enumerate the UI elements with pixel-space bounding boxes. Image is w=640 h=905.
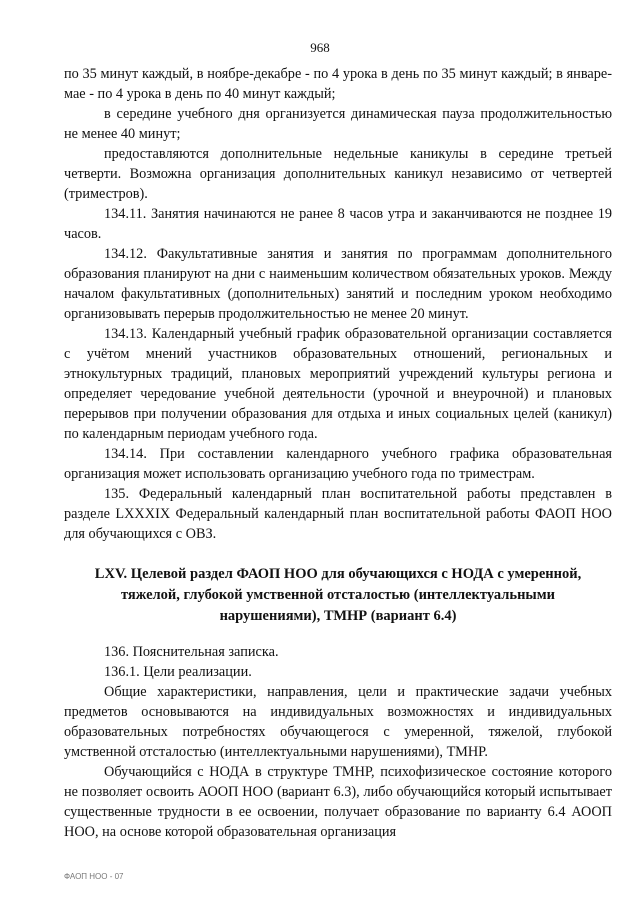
paragraph: 134.11. Занятия начинаются не ранее 8 часов утра и заканчиваются не позднее 19 часов. [64,206,612,242]
paragraph: 134.13. Календарный учебный график образовательной организации составляется с учётом мнений участников образовательных отношений, региональных и этнокультурных традиций, плановых мероприятий учреждений культуры региона и определяет чередование учебной деятельности (урочной и внеурочной) и плановых перерывов при получении образования для отдыха и иных социальных целей (каникул) по календарным периодам учебного года. [64,326,612,442]
paragraph: 136.1. Цели реализации. [104,664,252,680]
paragraph: Обучающийся с НОДА в структуре ТМНР, психофизическое состояние которого не позволяет освоить АООП НОО (вариант 6.3), либо обучающийся который испытывает существенные трудности в ее освоении, получает образование по варианту 6.4 АООП НОО, на основе которой образовательная организация [64,764,612,840]
footer-stamp: ФАОП НОО - 07 [64,872,124,881]
paragraph: 135. Федеральный календарный план воспитательной работы представлен в разделе LXXXIX Федеральный календарный план воспитательной работы ФАОП НОО для обучающихся с ОВЗ. [64,486,612,542]
paragraph: по 35 минут каждый, в ноябре-декабре - по 4 урока в день по 35 минут каждый; в январе-мае - по 4 урока в день по 40 минут каждый; [64,66,612,102]
page-number: 968 [310,40,330,55]
paragraph: 134.12. Факультативные занятия и занятия по программам дополнительного образования планируют на дни с наименьшим количеством обязательных уроков. Между началом факультативных (дополнительных) занятий и последним уроком необходимо организовывать перерыв продолжительностью не менее 20 минут. [64,246,612,322]
paragraph: Общие характеристики, направления, цели и практические задачи учебных предметов основываются на индивидуальных возможностях и индивидуальных образовательных потребностях обучающегося с умеренной, тяжелой, глубокой умственной отсталостью (интеллектуальными нарушениями), ТМНР. [64,684,612,760]
section-heading: LXV. Целевой раздел ФАОП НОО для обучающихся с НОДА с умеренной, тяжелой, глубокой умственной отсталостью (интеллектуальными нарушениями), ТМНР (вариант 6.4) [94,566,582,624]
paragraph: в середине учебного дня организуется динамическая пауза продолжительностью не менее 40 минут; [64,106,612,142]
paragraph: предоставляются дополнительные недельные каникулы в середине третьей четверти. Возможна организация дополнительных каникул независимо от четвертей (триместров). [64,146,612,202]
document-body [64,64,612,842]
paragraph: 134.14. При составлении календарного учебного графика образовательная организация может использовать организацию учебного года по триместрам. [64,446,612,482]
paragraph: 136. Пояснительная записка. [104,644,279,660]
